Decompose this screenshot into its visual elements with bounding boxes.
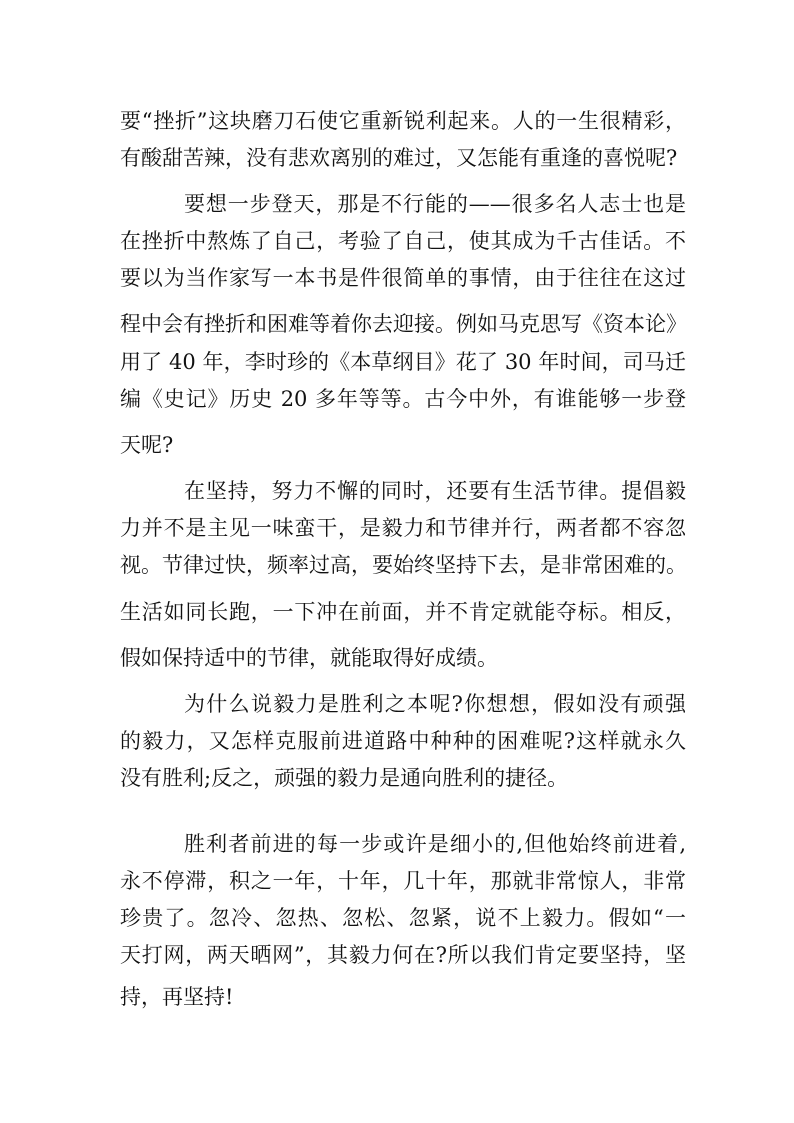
text-line: 天呢?	[120, 433, 174, 457]
text-line: 用了 40 年，李时珍的《本草纲目》花了 30 年时间，司马迁	[120, 350, 686, 374]
text-line: 要“挫折”这块磨刀石使它重新锐利起来。人的一生很精彩，	[120, 109, 686, 133]
text-line: 要以为当作家写一本书是件很简单的事情，由于往往在这过	[120, 266, 686, 290]
text-line: 要想一步登天，那是不行能的——很多名人志士也是	[184, 192, 686, 216]
text-line: 编《史记》历史 20 多年等等。古今中外，有谁能够一步登	[120, 387, 686, 411]
text-line: 力并不是主见一味蛮干，是毅力和节律并行，两者都不容忽	[120, 516, 686, 540]
text-line: 胜利者前进的每一步或许是细小的,但他始终前进着,	[184, 832, 686, 856]
text-line: 为什么说毅力是胜利之本呢?你想想，假如没有顽强	[184, 692, 686, 716]
text-line: 视。节律过快，频率过高，要始终坚持下去，是非常困难的。	[120, 553, 687, 577]
text-line: 假如保持适中的节律，就能取得好成绩。	[120, 646, 498, 670]
text-line: 有酸甜苦辣，没有悲欢离别的难过，又怎能有重逢的喜悦呢?	[120, 146, 678, 170]
text-line: 持，再坚持!	[120, 985, 234, 1009]
text-line: 永不停滞，积之一年，十年，几十年，那就非常惊人，非常	[120, 869, 686, 893]
text-line: 在坚持，努力不懈的同时，还要有生活节律。提倡毅	[184, 479, 686, 503]
text-line: 珍贵了。忽冷、忽热、忽松、忽紧，说不上毅力。假如“一	[120, 906, 686, 930]
text-line: 生活如同长跑，一下冲在前面，并不肯定就能夺标。相反，	[120, 600, 686, 624]
text-line: 在挫折中熬炼了自己，考验了自己，使其成为千古佳话。不	[120, 229, 686, 253]
text-line: 程中会有挫折和困难等着你去迎接。例如马克思写《资本论》	[120, 312, 687, 336]
text-line: 天打网，两天晒网”，其毅力何在?所以我们肯定要坚持，坚	[120, 943, 686, 967]
text-line: 的毅力，又怎样克服前进道路中种种的困难呢?这样就永久	[120, 729, 686, 753]
text-line: 没有胜利;反之，顽强的毅力是通向胜利的捷径。	[120, 766, 569, 790]
